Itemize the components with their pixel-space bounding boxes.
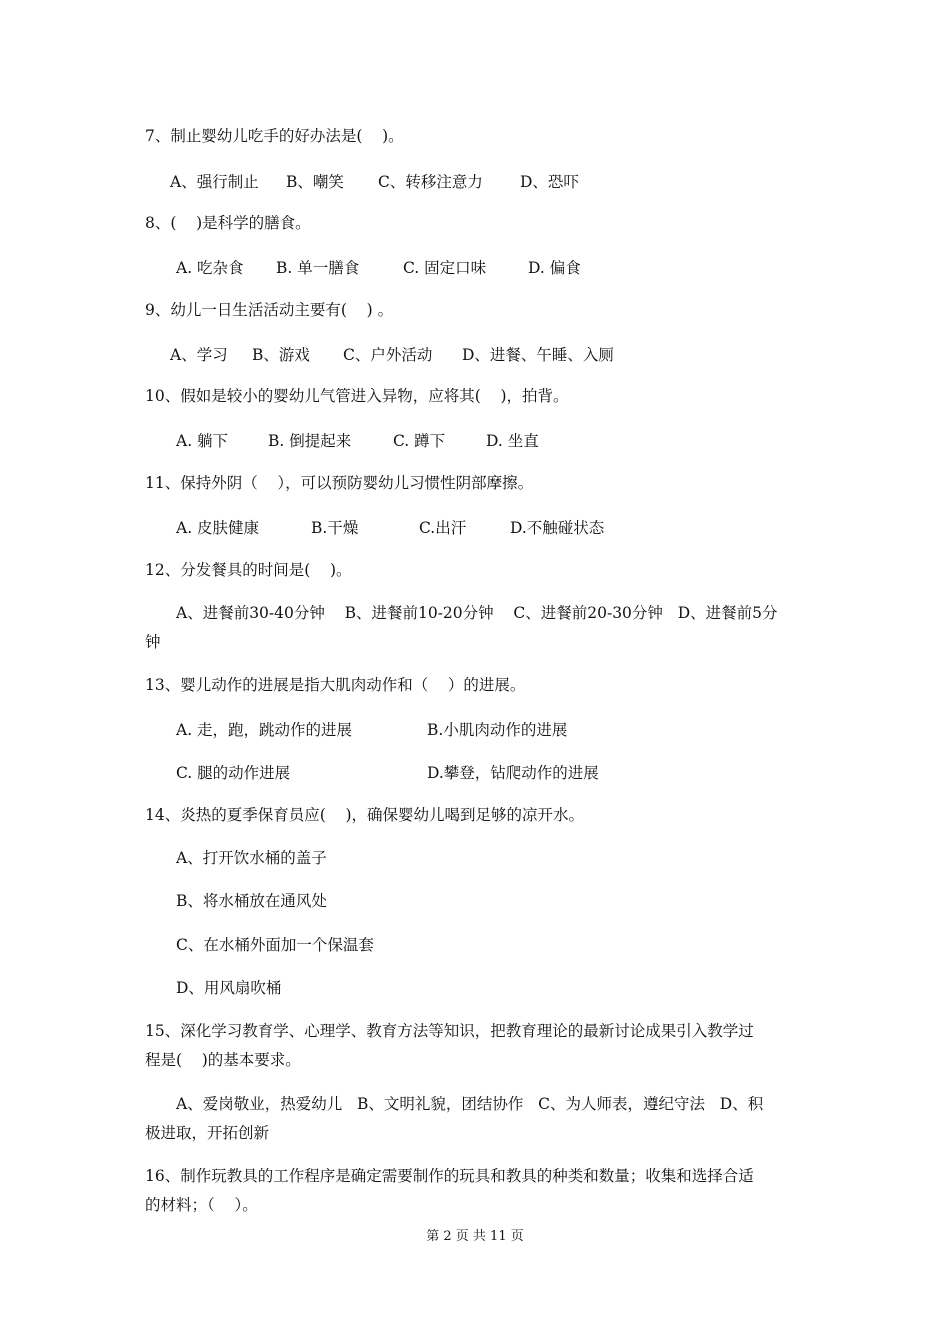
question-11-option-a: A. 皮肤健康: [176, 519, 260, 537]
question-14-option-c: C、在水桶外面加一个保温套: [176, 936, 374, 954]
question-14-stem: 14、炎热的夏季保育员应( )，确保婴幼儿喝到足够的凉开水。: [145, 806, 585, 824]
question-15-stem-continued: 程是( )的基本要求。: [145, 1051, 301, 1069]
question-8-option-d: D. 偏食: [528, 259, 581, 277]
question-10-option-b: B. 倒提起来: [268, 432, 352, 450]
question-15-options-continued: 极进取，开拓创新: [145, 1124, 270, 1142]
question-11-option-b: B.干燥: [311, 519, 359, 537]
question-16-stem-continued: 的材料；（ ）。: [145, 1196, 258, 1214]
question-7-option-a: A、强行制止: [170, 173, 259, 191]
question-13-option-a: A. 走，跑，跳动作的进展: [176, 721, 353, 739]
question-7-option-c: C、转移注意力: [378, 173, 483, 191]
question-7-stem: 7、制止婴幼儿吃手的好办法是( )。: [145, 127, 404, 145]
question-13-option-b: B.小肌肉动作的进展: [427, 721, 568, 739]
question-9-option-a: A、学习: [170, 346, 228, 364]
question-14-option-a: A、打开饮水桶的盖子: [176, 849, 327, 867]
question-13-stem: 13、婴儿动作的进展是指大肌肉动作和（ ）的进展。: [145, 676, 526, 694]
question-9-stem: 9、幼儿一日生活活动主要有( ) 。: [145, 301, 394, 319]
question-8-option-c: C. 固定口味: [403, 259, 487, 277]
question-14-option-b: B、将水桶放在通风处: [176, 892, 327, 910]
question-13-option-d: D.攀登，钻爬动作的进展: [427, 764, 599, 782]
question-8-stem: 8、( )是科学的膳食。: [145, 214, 311, 232]
question-8-option-a: A. 吃杂食: [176, 259, 244, 277]
question-10-option-d: D. 坐直: [486, 432, 539, 450]
question-14-option-d: D、用风扇吹桶: [176, 979, 282, 997]
question-12-stem: 12、分发餐具的时间是( )。: [145, 561, 352, 579]
question-10-option-a: A. 躺下: [176, 432, 229, 450]
question-15-stem: 15、深化学习教育学、心理学、教育方法等知识，把教育理论的最新讨论成果引入教学过: [145, 1022, 754, 1040]
question-8-option-b: B. 单一膳食: [276, 259, 360, 277]
question-15-options: A、爱岗敬业，热爱幼儿 B、文明礼貌，团结协作 C、为人师表，遵纪守法 D、积: [176, 1095, 764, 1113]
question-12-options-continued: 钟: [145, 633, 161, 651]
page-footer: 第 2 页 共 11 页: [426, 1229, 524, 1244]
question-11-option-c: C.出汗: [419, 519, 467, 537]
question-10-stem: 10、假如是较小的婴幼儿气管进入异物，应将其( )，拍背。: [145, 387, 569, 405]
question-7-option-b: B、嘲笑: [286, 173, 344, 191]
question-11-stem: 11、保持外阴（ ），可以预防婴幼儿习惯性阴部摩擦。: [145, 474, 534, 492]
question-9-option-d: D、进餐、午睡、入厕: [462, 346, 614, 364]
question-11-option-d: D.不触碰状态: [510, 519, 605, 537]
question-7-option-d: D、恐吓: [520, 173, 579, 191]
question-9-option-c: C、户外活动: [343, 346, 433, 364]
question-16-stem: 16、制作玩教具的工作程序是确定需要制作的玩具和教具的种类和数量；收集和选择合适: [145, 1167, 754, 1185]
question-13-option-c: C. 腿的动作进展: [176, 764, 291, 782]
question-10-option-c: C. 蹲下: [393, 432, 446, 450]
question-9-option-b: B、游戏: [252, 346, 310, 364]
question-12-options: A、进餐前30-40分钟 B、进餐前10-20分钟 C、进餐前20-30分钟 D、进餐前5分: [176, 604, 778, 622]
